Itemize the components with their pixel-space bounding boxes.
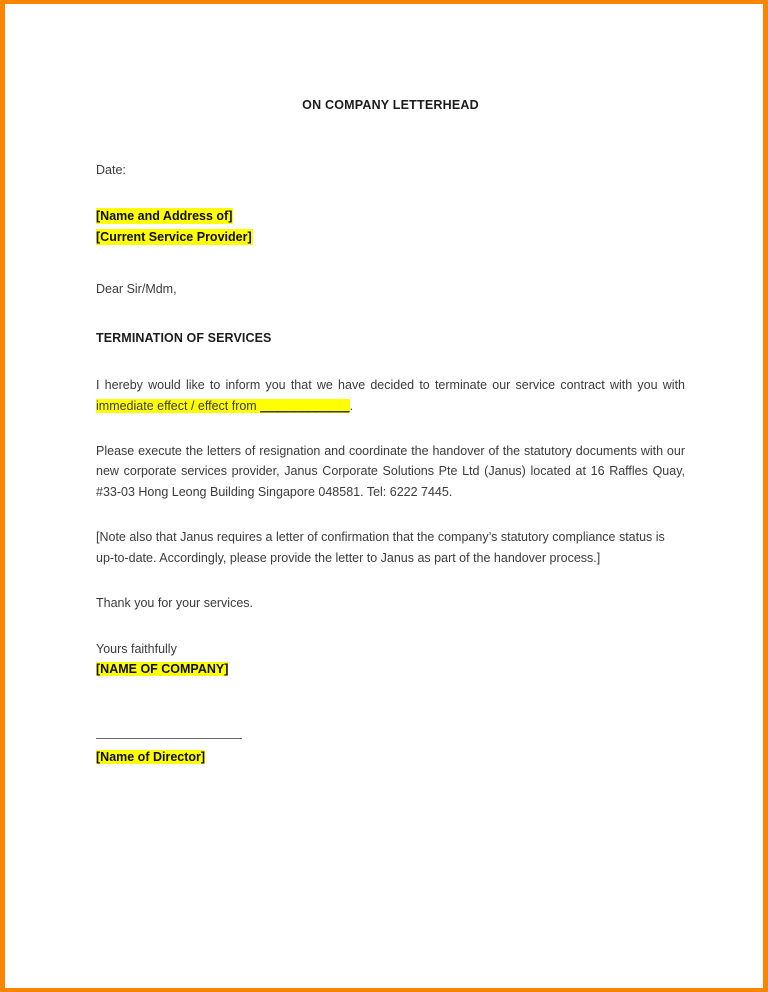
- director-name-line: [96, 739, 685, 767]
- letter-content: [96, 7, 685, 766]
- closing-block: [96, 614, 685, 680]
- company-name-line: [96, 659, 685, 679]
- paragraph-compliance-note: [Note also that Janus requires a letter of confirmation that the company’s statutory compliance status is up-to-date. Accordingly, please provide the letter to Janus as part of the handover process.]: [96, 529, 665, 565]
- recipient-line-1: [96, 206, 685, 226]
- recipient-address-block: [96, 180, 685, 247]
- recipient-line-2: [96, 227, 685, 247]
- recipient-line-2-highlight: [Current Service Provider]: [96, 229, 252, 244]
- date-label: Date:: [96, 163, 126, 177]
- document-sheet: [8, 7, 760, 985]
- effect-date-blank[interactable]: ____________: [260, 398, 350, 413]
- page-title: ON COMPANY LETTERHEAD: [302, 98, 479, 112]
- company-name-highlight: [NAME OF COMPANY]: [96, 662, 229, 677]
- sign-off: Yours faithfully: [96, 642, 177, 656]
- subject-heading: TERMINATION OF SERVICES: [96, 331, 272, 346]
- recipient-line-1-highlight: [Name and Address of]: [96, 209, 233, 224]
- paragraph-thanks: Thank you for your services.: [96, 596, 254, 611]
- salutation: Dear Sir/Mdm,: [96, 281, 177, 296]
- paragraph-1-highlight: [96, 399, 350, 413]
- director-name-highlight: [Name of Director]: [96, 749, 206, 764]
- paragraph-1-highlight-text: immediate effect / effect from: [96, 398, 261, 413]
- paragraph-1-text-after: .: [349, 398, 354, 413]
- paragraph-1-text-before: I hereby would like to inform you that we have decided to terminate our service contract with you with: [96, 378, 685, 392]
- paragraph-termination-notice: [96, 348, 685, 417]
- paragraph-handover-instructions: Please execute the letters of resignation and coordinate the handover of the statutory documents with our new corporate services provider, Janus Corporate Solutions Pte Ltd (Janus) located at 16 Raffles Quay, #33-03 Hong Leong Building Singapore 048581. Tel: 6222 7445.: [96, 443, 685, 499]
